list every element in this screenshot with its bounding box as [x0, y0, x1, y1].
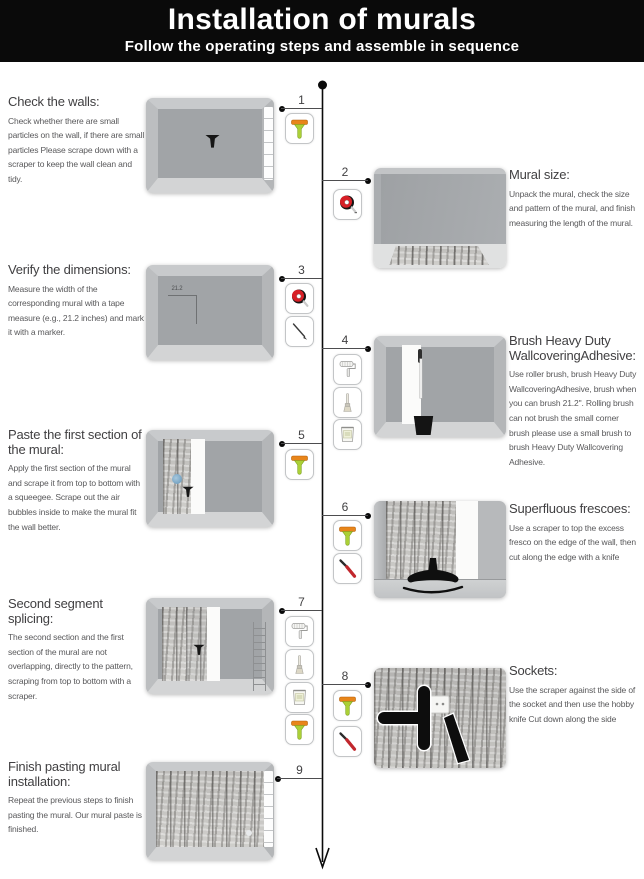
step-number: 8 — [341, 669, 349, 683]
tool-box — [285, 616, 314, 647]
adhesive-bucket — [413, 416, 434, 435]
connector-line — [281, 443, 322, 444]
roller-pole — [420, 359, 422, 398]
step-4-connector — [322, 333, 368, 352]
step-body: Use roller brush, brush Heavy Duty WallcoveringAdhesive, brush when you can brush 21.2". Rolling brush can not brush the small corner brush please use a small brush to brush Heavy Duty Wallcovering Adhesive. — [509, 369, 637, 467]
wall — [381, 174, 500, 244]
tool-box — [333, 189, 362, 220]
tool-box — [285, 113, 314, 144]
window — [264, 107, 273, 180]
adhesive-bucket-icon — [337, 423, 358, 446]
step-4-room-illustration — [374, 336, 506, 437]
step-1-connector — [281, 93, 322, 112]
step-2-connector — [322, 165, 368, 184]
tape-measure-icon — [337, 193, 358, 216]
hobby-knife-icon — [337, 730, 358, 753]
step-8-connector — [322, 669, 368, 688]
step-5-room-illustration — [146, 430, 274, 527]
tool-box — [333, 520, 362, 551]
step-6-connector — [322, 500, 368, 519]
step-number: 9 — [296, 763, 303, 777]
tool-box — [333, 553, 362, 584]
mural-detail — [172, 474, 182, 484]
step-9-text — [8, 760, 146, 837]
tool-box — [285, 283, 314, 314]
step-body: The second section and the first section of the mural are not overlapping, directly to the pattern, scraping from top to bottom with a scraper. — [8, 632, 133, 701]
scraper-icon — [337, 524, 358, 547]
step-heading: Finish pasting mural installation: — [8, 759, 121, 789]
step-body: Apply the first section of the mural and scrape it from top to bottom with a squeegee. Scrape out the air bubbles inside to make the mural fit the wall better. — [8, 463, 140, 532]
step-number: 3 — [298, 263, 305, 277]
tape-measure-icon — [289, 287, 310, 310]
step-heading: Mural size: — [509, 167, 570, 182]
connector-line — [281, 610, 322, 611]
step-1-room-illustration — [146, 98, 274, 193]
step-3-room-illustration — [146, 265, 274, 360]
connector-line — [281, 278, 322, 279]
step-body: Use the scraper against the side of the socket and then use the hobby knife Cut down along the side — [509, 684, 636, 724]
step-8-room-illustration — [374, 668, 506, 768]
step-3-text — [8, 263, 146, 340]
scraper-icon — [289, 453, 310, 476]
marker-pen-icon — [289, 320, 310, 343]
step-7-connector — [281, 595, 322, 614]
step-number: 2 — [341, 165, 349, 179]
window — [264, 771, 273, 847]
step-number: 5 — [298, 428, 305, 442]
step-heading: Paste the first section of the mural: — [8, 427, 142, 457]
tool-box — [333, 690, 362, 721]
tool-box — [333, 387, 362, 418]
step-heading: Check the walls: — [8, 94, 100, 109]
step-5-connector — [281, 428, 322, 447]
tool-box — [285, 682, 314, 713]
step-body: Use a scraper to top the excess fresco on the edge of the wall, then cut along the edge with a knife — [509, 522, 636, 562]
connector-line — [322, 180, 368, 181]
step-9-room-illustration — [146, 762, 274, 860]
tool-box — [333, 354, 362, 385]
step-number: 4 — [341, 333, 349, 347]
squeegee-silhouette-icon — [181, 486, 195, 498]
measurement-label: 21.2 — [171, 285, 183, 292]
roller-brush-icon — [289, 620, 310, 643]
small-brush-icon — [289, 653, 310, 676]
step-6-text — [509, 502, 640, 564]
blank-strip — [191, 439, 205, 514]
squeegee-silhouette-icon — [192, 644, 206, 656]
step-body: Measure the width of the corresponding mural with a tape measure (e.g., 21.2 inches) and mark it with a marker. — [8, 283, 144, 338]
measure-line — [196, 295, 197, 324]
scraper-icon — [337, 694, 358, 717]
step-7-room-illustration — [146, 598, 274, 694]
page-subtitle: Follow the operating steps and assemble in sequence — [124, 38, 520, 55]
step-7-text — [8, 597, 146, 703]
header — [0, 0, 644, 62]
step-number: 1 — [298, 93, 305, 107]
tool-box — [285, 649, 314, 680]
adhesive-bucket-icon — [289, 686, 310, 709]
hobby-knife-icon — [337, 557, 358, 580]
blank-strip — [207, 607, 221, 681]
step-heading: Superfluous frescoes: — [509, 501, 631, 516]
connector-line — [322, 515, 368, 516]
mural-detail — [246, 830, 252, 836]
tool-box — [285, 714, 314, 745]
tool-box — [333, 419, 362, 450]
step-heading: Sockets: — [509, 663, 558, 678]
step-5-text — [8, 428, 146, 534]
measure-line — [168, 295, 196, 296]
step-heading: Verify the dimensions: — [8, 262, 131, 277]
connector-line — [277, 778, 322, 779]
step-heading: Second segment splicing: — [8, 596, 103, 626]
scraper-icon — [289, 117, 310, 140]
small-brush-icon — [337, 391, 358, 414]
connector-line — [322, 684, 368, 685]
squeegee-silhouette-icon — [204, 134, 221, 149]
step-body: Check whether there are small particles on the wall, if there are small particles Please scrape down with a scraper to keep the wall clean and tidy. — [8, 115, 145, 184]
connector-line — [281, 108, 322, 109]
step-8-text — [509, 664, 640, 726]
step-4-text — [509, 334, 640, 469]
step-body: Unpack the mural, check the size and pattern of the mural, and finish measuring the length of the mural. — [509, 188, 635, 228]
step-heading: Brush Heavy Duty WallcoveringAdhesive: — [509, 333, 636, 363]
socket-and-tools — [374, 668, 506, 768]
squeegee-silhouette-icon — [400, 558, 466, 594]
step-2-text — [509, 168, 640, 230]
mural-strip — [162, 607, 186, 681]
step-9-connector — [277, 763, 322, 782]
step-1-text — [8, 95, 146, 187]
step-3-connector — [281, 263, 322, 282]
roller-brush-icon — [337, 358, 358, 381]
ladder — [253, 622, 266, 691]
step-number: 6 — [341, 500, 349, 514]
connector-line — [322, 348, 368, 349]
tool-box — [333, 726, 362, 757]
scraper-icon — [289, 718, 310, 741]
step-2-room-illustration — [374, 168, 506, 268]
step-6-room-illustration — [374, 501, 506, 598]
timeline-arrow — [315, 76, 330, 876]
tool-box — [285, 316, 314, 347]
page-title: Installation of murals — [167, 3, 477, 36]
step-body: Repeat the previous steps to finish pasting the mural. Our mural paste is finished. — [8, 795, 142, 835]
mural-on-floor — [384, 246, 492, 265]
step-number: 7 — [298, 595, 305, 609]
tool-box — [285, 449, 314, 480]
